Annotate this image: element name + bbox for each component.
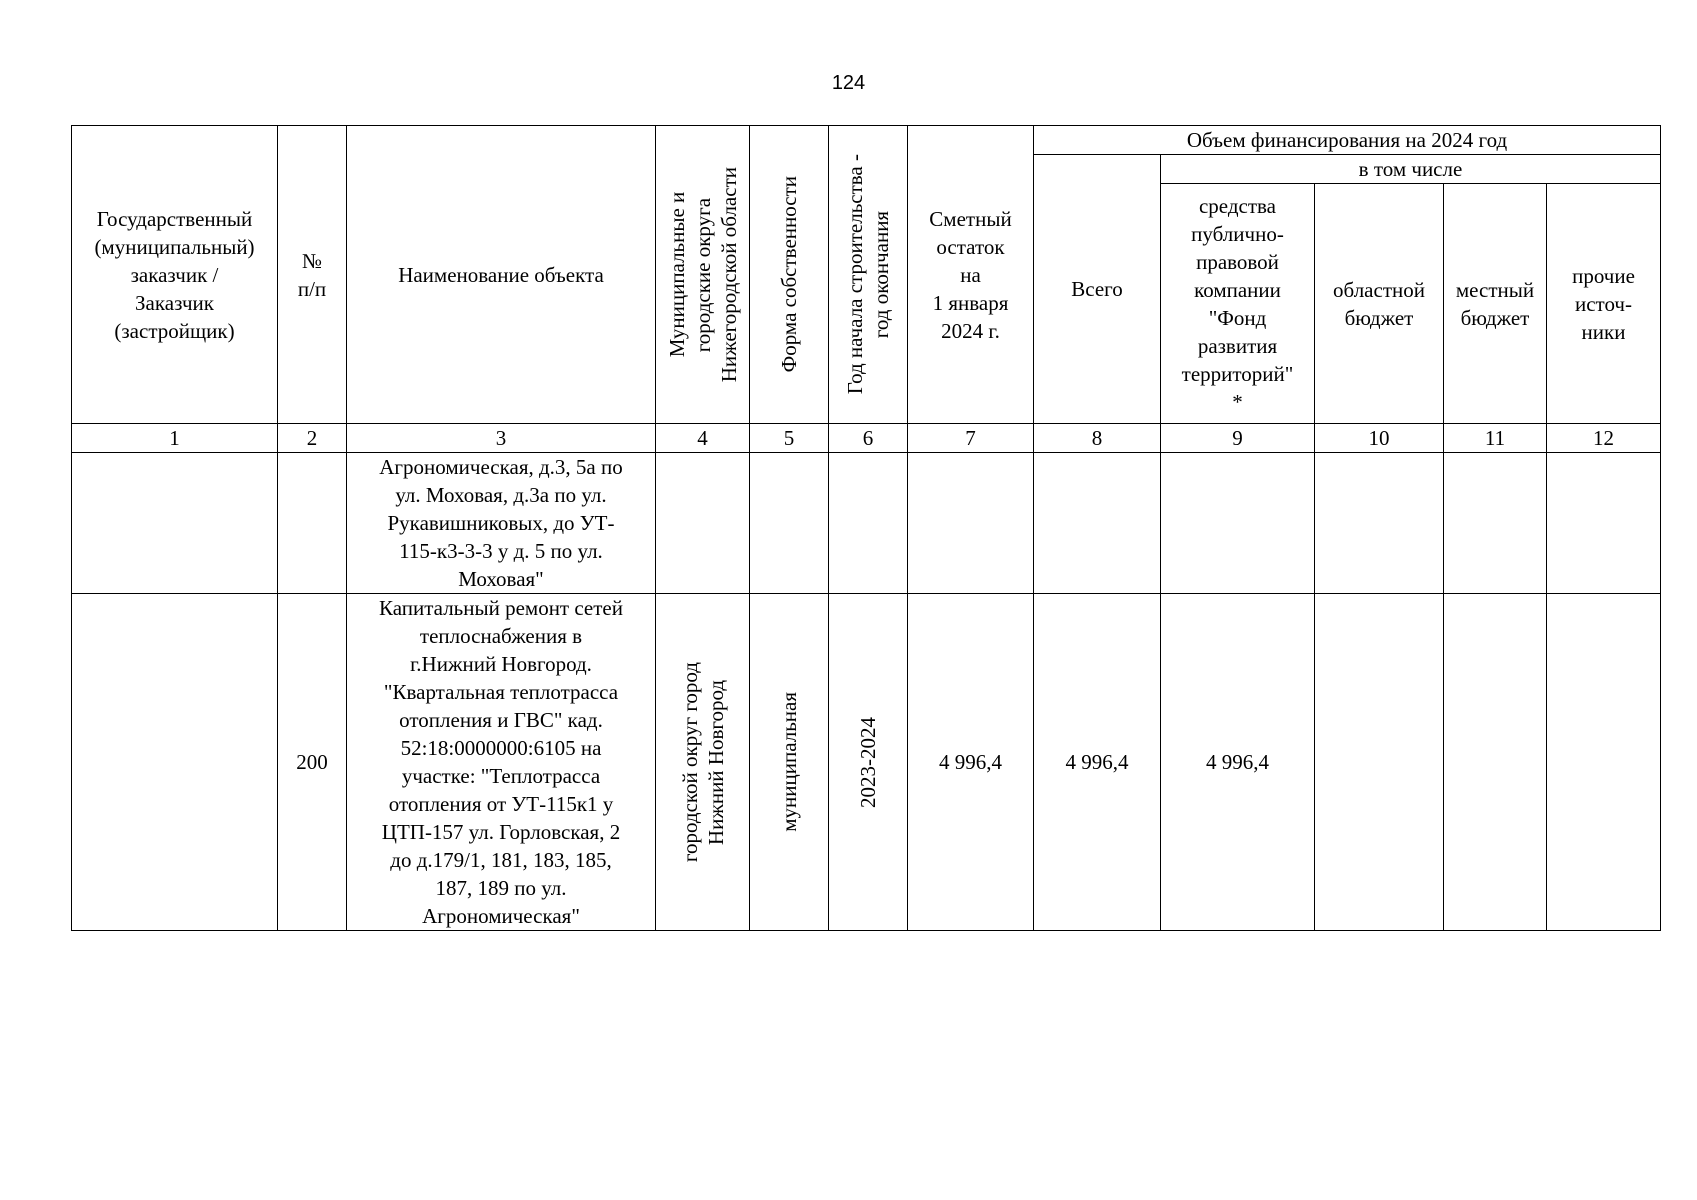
cell-years (829, 453, 908, 594)
header-regional: областной бюджет (1315, 184, 1444, 424)
financing-table (71, 125, 1661, 931)
column-number: 1 (72, 424, 278, 453)
column-number: 2 (278, 424, 347, 453)
column-number: 3 (347, 424, 656, 453)
header-ownership-text: Форма собственности (777, 176, 801, 373)
cell-estimate: 4 996,4 (908, 594, 1034, 931)
cell-local (1444, 453, 1547, 594)
header-local: местный бюджет (1444, 184, 1547, 424)
column-number: 4 (656, 424, 750, 453)
cell-regional (1315, 453, 1444, 594)
cell-years-text: 2023-2024 (856, 716, 880, 808)
cell-other (1547, 594, 1661, 931)
column-number: 8 (1034, 424, 1161, 453)
header-object-name: Наименование объекта (347, 126, 656, 424)
header-funding-group: Объем финансирования на 2024 год (1034, 126, 1661, 155)
cell-ownership (750, 453, 829, 594)
table-row (72, 453, 1661, 594)
header-row-1 (72, 126, 1661, 155)
column-number: 5 (750, 424, 829, 453)
cell-municipality-text: городской округ город Нижний Новгород (677, 661, 728, 863)
header-including: в том числе (1161, 155, 1661, 184)
column-numbers-row (72, 424, 1661, 453)
page-number: 124 (831, 72, 866, 94)
header-fund: средства публично- правовой компании "Фонд развития территорий" * (1161, 184, 1315, 424)
cell-object-name: Агрономическая, д.3, 5а по ул. Моховая, д.3а по ул. Рукавишниковых, до УТ- 115-к3-3-3 у д. 5 по ул. Моховая" (347, 453, 656, 594)
column-number: 6 (829, 424, 908, 453)
column-number: 12 (1547, 424, 1661, 453)
cell-fund: 4 996,4 (1161, 594, 1315, 931)
cell-customer (72, 594, 278, 931)
header-estimate: Сметный остаток на 1 января 2024 г. (908, 126, 1034, 424)
header-total: Всего (1034, 155, 1161, 424)
cell-years (829, 594, 908, 931)
cell-other (1547, 453, 1661, 594)
header-ownership (750, 126, 829, 424)
column-number: 11 (1444, 424, 1547, 453)
header-municipality-text: Муниципальные и городские округа Нижегородской области (664, 166, 741, 383)
table-row (72, 594, 1661, 931)
cell-ownership (750, 594, 829, 931)
header-number: № п/п (278, 126, 347, 424)
cell-object-name: Капитальный ремонт сетей теплоснабжения в г.Нижний Новгород. "Квартальная теплотрасса отопления и ГВС" кад. 52:18:0000000:6105 на участке: "Теплотрасса отопления от УТ-115к1 у ЦТП-157 ул. Горловская, 2 до д.179/1, 181, 183, 185, 187, 189 по ул. Агрономическая" (347, 594, 656, 931)
cell-number (278, 453, 347, 594)
cell-ownership-text: муниципальная (777, 692, 801, 832)
cell-customer (72, 453, 278, 594)
cell-number: 200 (278, 594, 347, 931)
header-years-text: Год начала строительства - год окончания (843, 154, 893, 395)
header-years (829, 126, 908, 424)
cell-municipality (656, 453, 750, 594)
cell-fund (1161, 453, 1315, 594)
cell-estimate (908, 453, 1034, 594)
cell-municipality (656, 594, 750, 931)
header-other: прочие источ- ники (1547, 184, 1661, 424)
column-number: 9 (1161, 424, 1315, 453)
column-number: 7 (908, 424, 1034, 453)
cell-total: 4 996,4 (1034, 594, 1161, 931)
cell-total (1034, 453, 1161, 594)
cell-local (1444, 594, 1547, 931)
header-customer: Государственный (муниципальный) заказчик / Заказчик (застройщик) (72, 126, 278, 424)
cell-regional (1315, 594, 1444, 931)
column-number: 10 (1315, 424, 1444, 453)
header-municipality (656, 126, 750, 424)
